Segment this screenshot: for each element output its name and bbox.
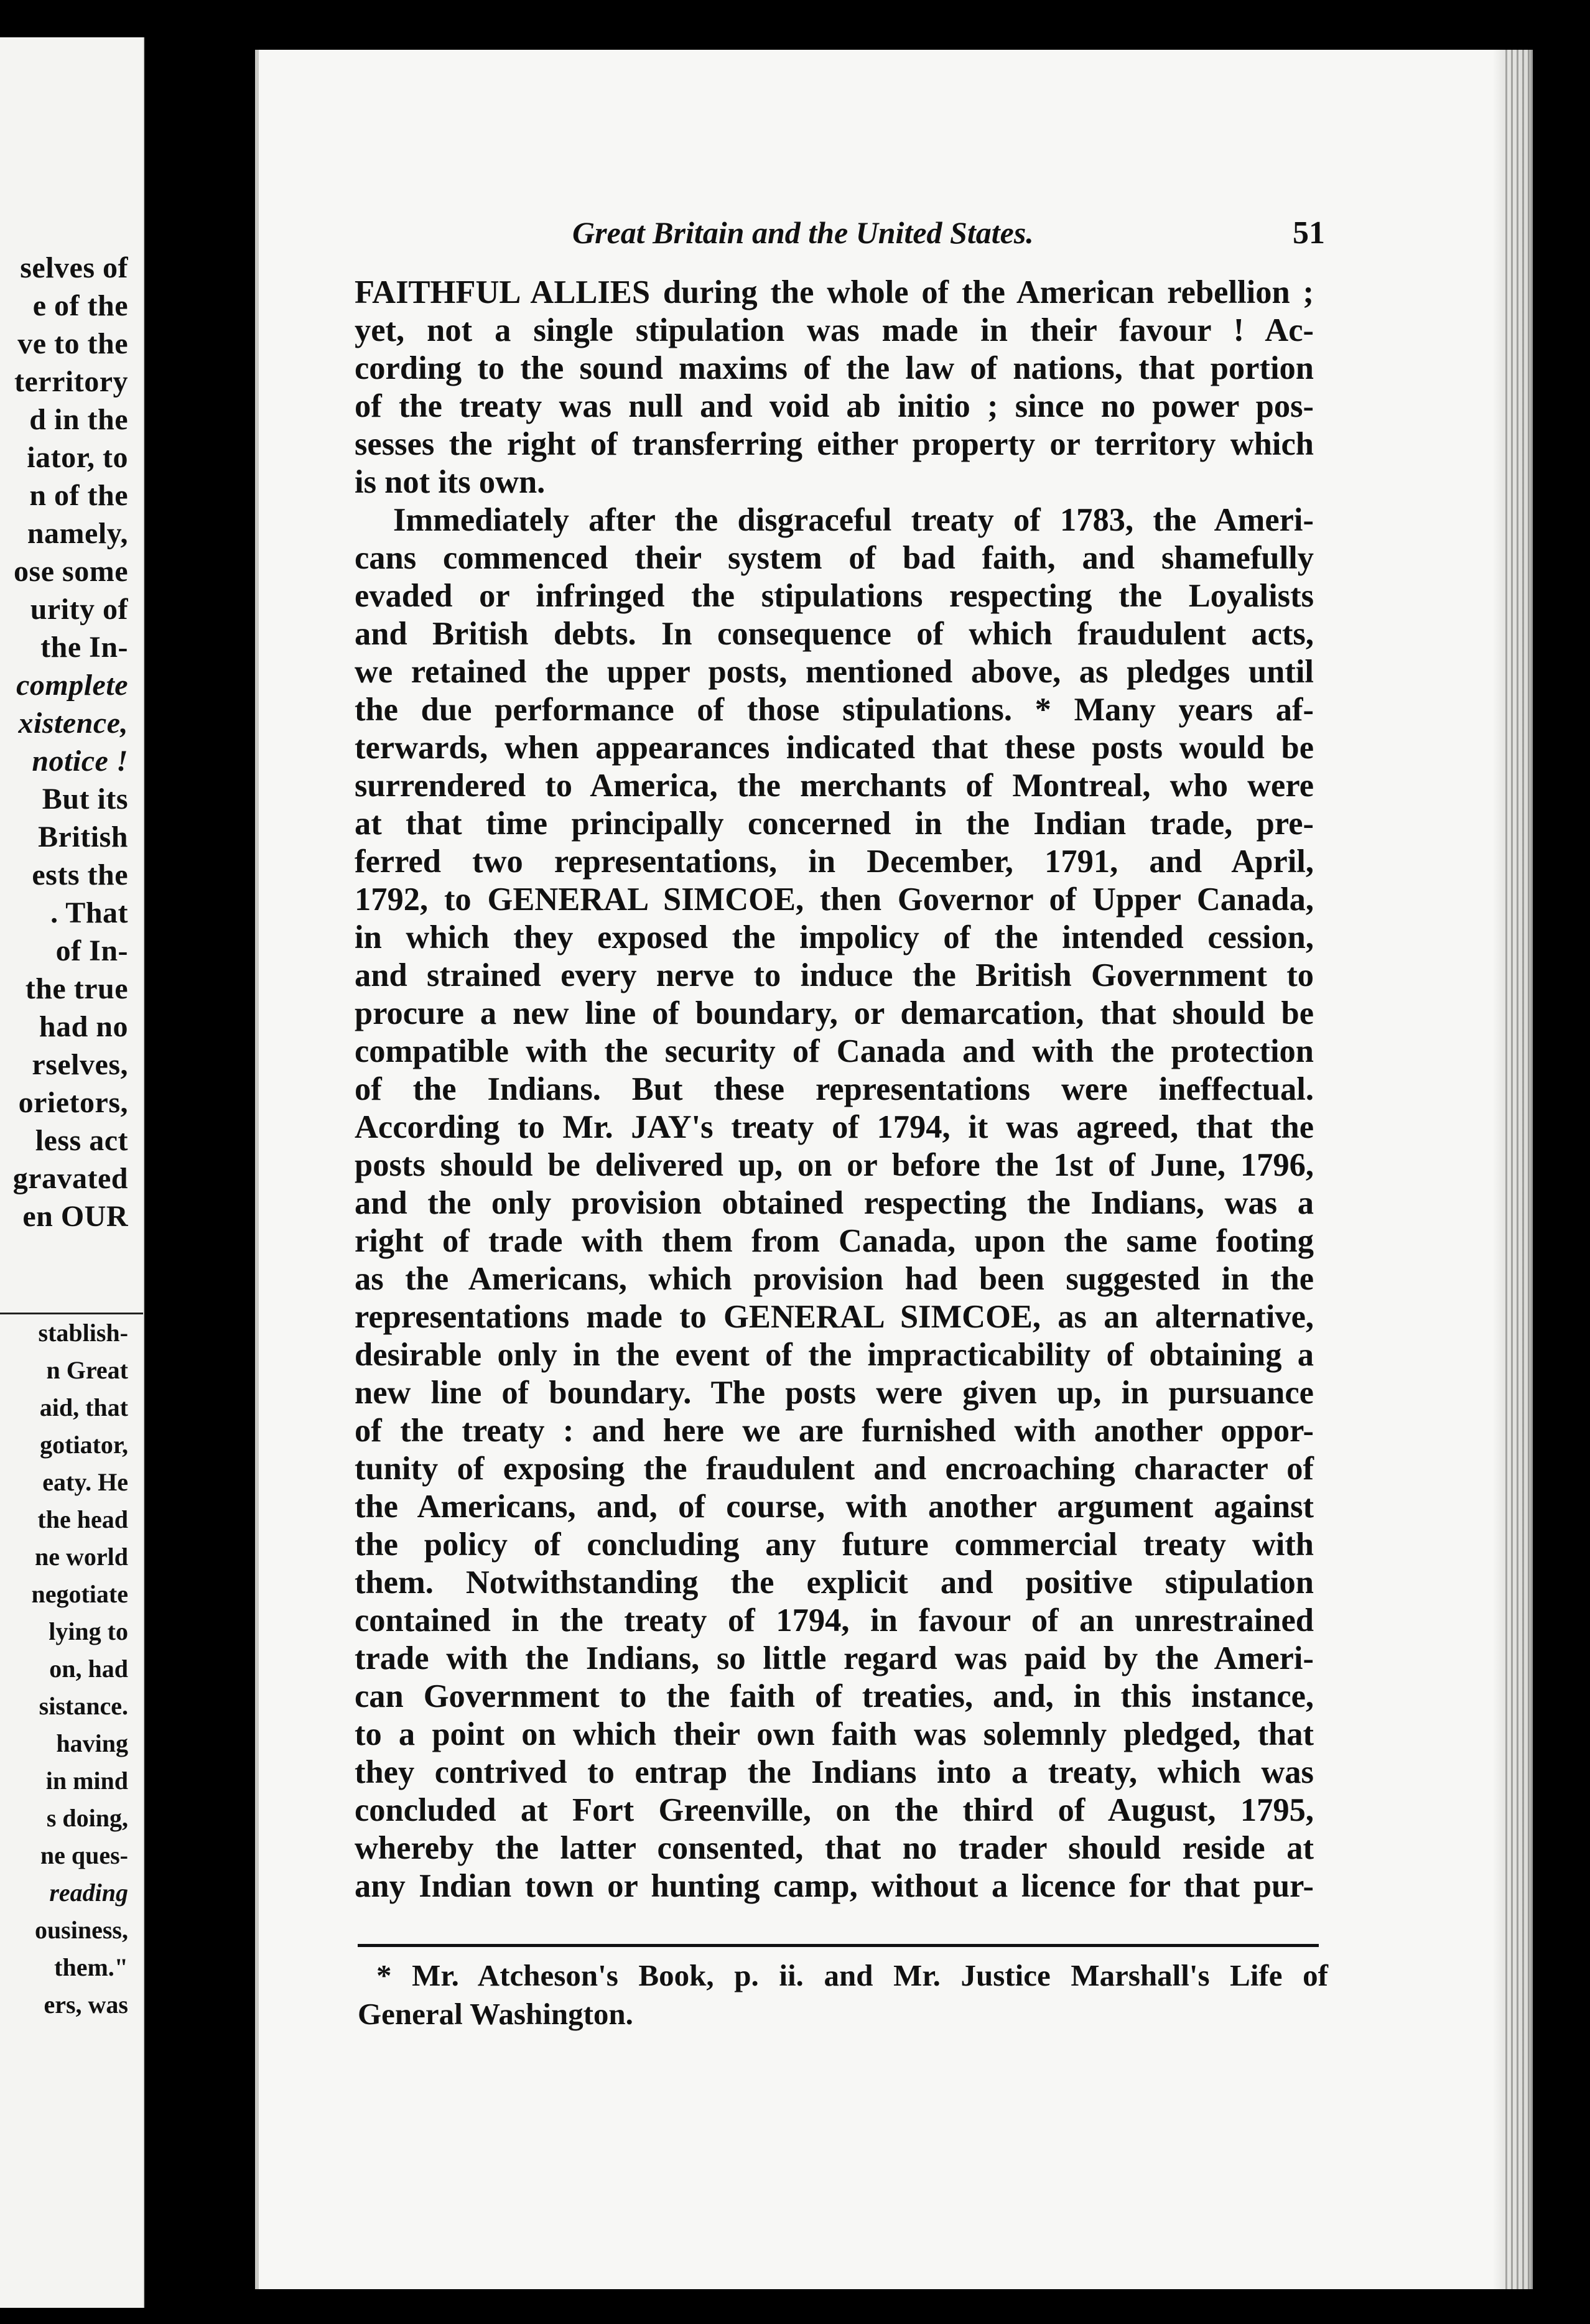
text-line: and British debts. In consequence of which fraudulent acts, [355, 616, 1314, 652]
text-line: FAITHFUL ALLIES during the whole of the American rebellion ; [355, 274, 1314, 310]
facing-page-line: territory [14, 365, 128, 398]
facing-page-line: urity of [30, 593, 128, 626]
text-line: to a point on which their own faith was solemnly pledged, that [355, 1716, 1314, 1752]
facing-page-note-line: s doing, [46, 1804, 128, 1832]
text-line: the due performance of those stipulations. * Many years af- [355, 692, 1314, 728]
text-line: Immediately after the disgraceful treaty of 1783, the Ameri- [393, 502, 1314, 538]
text-line: at that time principally concerned in the Indian trade, pre- [355, 806, 1314, 842]
facing-page-note-line: ne world [35, 1543, 128, 1571]
text-line: the Americans, and, of course, with another argument against [355, 1489, 1314, 1525]
facing-page-note-line: gotiator, [40, 1431, 128, 1459]
footnote-line: General Washington. [358, 1997, 633, 2031]
body-text [355, 274, 1314, 1905]
facing-page-line: the true [25, 972, 128, 1005]
text-line: yet, not a single stipulation was made in their favour ! Ac- [355, 312, 1314, 348]
facing-page-line: the In- [40, 631, 128, 664]
text-line: of the Indians. But these representations were ineffectual. [355, 1071, 1314, 1107]
text-line: tunity of exposing the fraudulent and encroaching character of [355, 1451, 1314, 1487]
facing-page-note-line: reading [49, 1879, 128, 1907]
text-line: desirable only in the event of the impracticability of obtaining a [355, 1337, 1314, 1373]
text-line: contained in the treaty of 1794, in favour of an unrestrained [355, 1602, 1314, 1638]
facing-page-line: less act [35, 1124, 128, 1157]
facing-page-line: of In- [55, 934, 128, 967]
footnote [358, 1956, 1328, 2034]
facing-page-note-line: in mind [45, 1767, 128, 1795]
page-edge-stack [1505, 50, 1533, 2289]
facing-page-line: rselves, [32, 1048, 128, 1081]
facing-page-line: selves of [20, 251, 128, 284]
facing-page-note-line: aid, that [39, 1393, 128, 1421]
footnote-rule [358, 1944, 1319, 1947]
text-line: and the only provision obtained respecting the Indians, was a [355, 1185, 1314, 1221]
footnote-line: * Mr. Atcheson's Book, p. ii. and Mr. Justice Marshall's Life of [376, 1958, 1328, 1992]
facing-page-line: British [38, 820, 128, 853]
text-line: surrendered to America, the merchants of Montreal, who were [355, 768, 1314, 804]
text-line: can Government to the faith of treaties, and, in this instance, [355, 1678, 1314, 1714]
facing-page-line: gravated [12, 1162, 128, 1195]
text-line: representations made to GENERAL SIMCOE, as an alternative, [355, 1299, 1314, 1335]
facing-page-line: . That [50, 896, 128, 929]
facing-page-note-line: sistance. [39, 1692, 128, 1720]
facing-page-note-line: ne ques- [40, 1841, 128, 1869]
facing-page-line: iator, to [27, 441, 128, 474]
text-line: of the treaty was null and void ab initio ; since no power pos- [355, 388, 1314, 424]
text-line: we retained the upper posts, mentioned above, as pledges until [355, 654, 1314, 690]
facing-page-line: complete [16, 669, 128, 702]
text-line: procure a new line of boundary, or demarcation, that should be [355, 995, 1314, 1031]
facing-page-line: ve to the [17, 327, 128, 360]
facing-page-line: d in the [29, 403, 128, 436]
text-line: as the Americans, which provision had been suggested in the [355, 1261, 1314, 1297]
text-line: evaded or infringed the stipulations respecting the Loyalists [355, 578, 1314, 614]
text-line: cans commenced their system of bad faith, and shamefully [355, 540, 1314, 576]
text-line: 1792, to GENERAL SIMCOE, then Governor of Upper Canada, [355, 881, 1314, 918]
text-line: any Indian town or hunting camp, without a licence for that pur- [355, 1868, 1314, 1904]
text-line: posts should be delivered up, on or before the 1st of June, 1796, [355, 1147, 1314, 1183]
facing-page-note-line: having [56, 1729, 128, 1757]
facing-page-note-line: stablish- [38, 1319, 128, 1347]
facing-page-footnote [0, 1313, 143, 2024]
facing-page-note-line: lying to [49, 1617, 128, 1645]
text-line: compatible with the security of Canada and with the protection [355, 1033, 1314, 1069]
text-line: ferred two representations, in December, 1791, and April, [355, 844, 1314, 880]
facing-page-line: But its [42, 783, 128, 816]
text-line: new line of boundary. The posts were given up, in pursuance [355, 1375, 1314, 1411]
facing-page-line: xistence, [18, 707, 128, 740]
facing-page-note-line: the head [37, 1505, 128, 1533]
facing-page-line: ose some [14, 555, 128, 588]
facing-page-line: e of the [32, 289, 128, 322]
text-line: sesses the right of transferring either property or territory which [355, 426, 1314, 462]
facing-page-note-line: negotiate [31, 1580, 128, 1608]
text-line: whereby the latter consented, that no trader should reside at [355, 1830, 1314, 1866]
text-line: terwards, when appearances indicated that these posts would be [355, 730, 1314, 766]
facing-page-line: namely, [27, 517, 128, 550]
facing-page-line: had no [39, 1010, 128, 1043]
text-line: and strained every nerve to induce the British Government to [355, 957, 1314, 993]
text-line: of the treaty : and here we are furnished with another oppor- [355, 1413, 1314, 1449]
facing-page-line: ests the [32, 858, 128, 891]
text-line: right of trade with them from Canada, upon the same footing [355, 1223, 1314, 1259]
facing-page-note-line: ers, was [44, 1991, 128, 2019]
facing-page-line: en OUR [22, 1200, 128, 1233]
facing-page-note-line: on, had [49, 1655, 128, 1683]
text-line: in which they exposed the impolicy of the intended cession, [355, 919, 1314, 955]
facing-page-line: n of the [29, 479, 128, 512]
facing-page-note-line: n Great [46, 1356, 128, 1384]
facing-page-note-line: ousiness, [34, 1916, 128, 1944]
text-line: the policy of concluding any future commercial treaty with [355, 1527, 1314, 1563]
page-number: 51 [1293, 215, 1325, 251]
facing-page-line: orietors, [18, 1086, 128, 1119]
facing-page-text [0, 249, 143, 1235]
text-line: According to Mr. JAY's treaty of 1794, it was agreed, that the [355, 1109, 1314, 1145]
text-line: they contrived to entrap the Indians into a treaty, which was [355, 1754, 1314, 1790]
text-line: trade with the Indians, so little regard was paid by the Ameri- [355, 1640, 1314, 1676]
facing-page-line: notice ! [32, 745, 128, 778]
page-header [572, 215, 1344, 258]
facing-page-note-line: eaty. He [42, 1468, 128, 1496]
text-line: cording to the sound maxims of the law of nations, that portion [355, 350, 1314, 386]
running-head: Great Britain and the United States. [572, 215, 1034, 250]
text-line: them. Notwithstanding the explicit and positive stipulation [355, 1564, 1314, 1601]
facing-page-fragment [0, 37, 144, 2308]
text-line: concluded at Fort Greenville, on the third of August, 1795, [355, 1792, 1314, 1828]
facing-page-note-line: them." [54, 1953, 128, 1981]
text-line: is not its own. [355, 464, 546, 500]
